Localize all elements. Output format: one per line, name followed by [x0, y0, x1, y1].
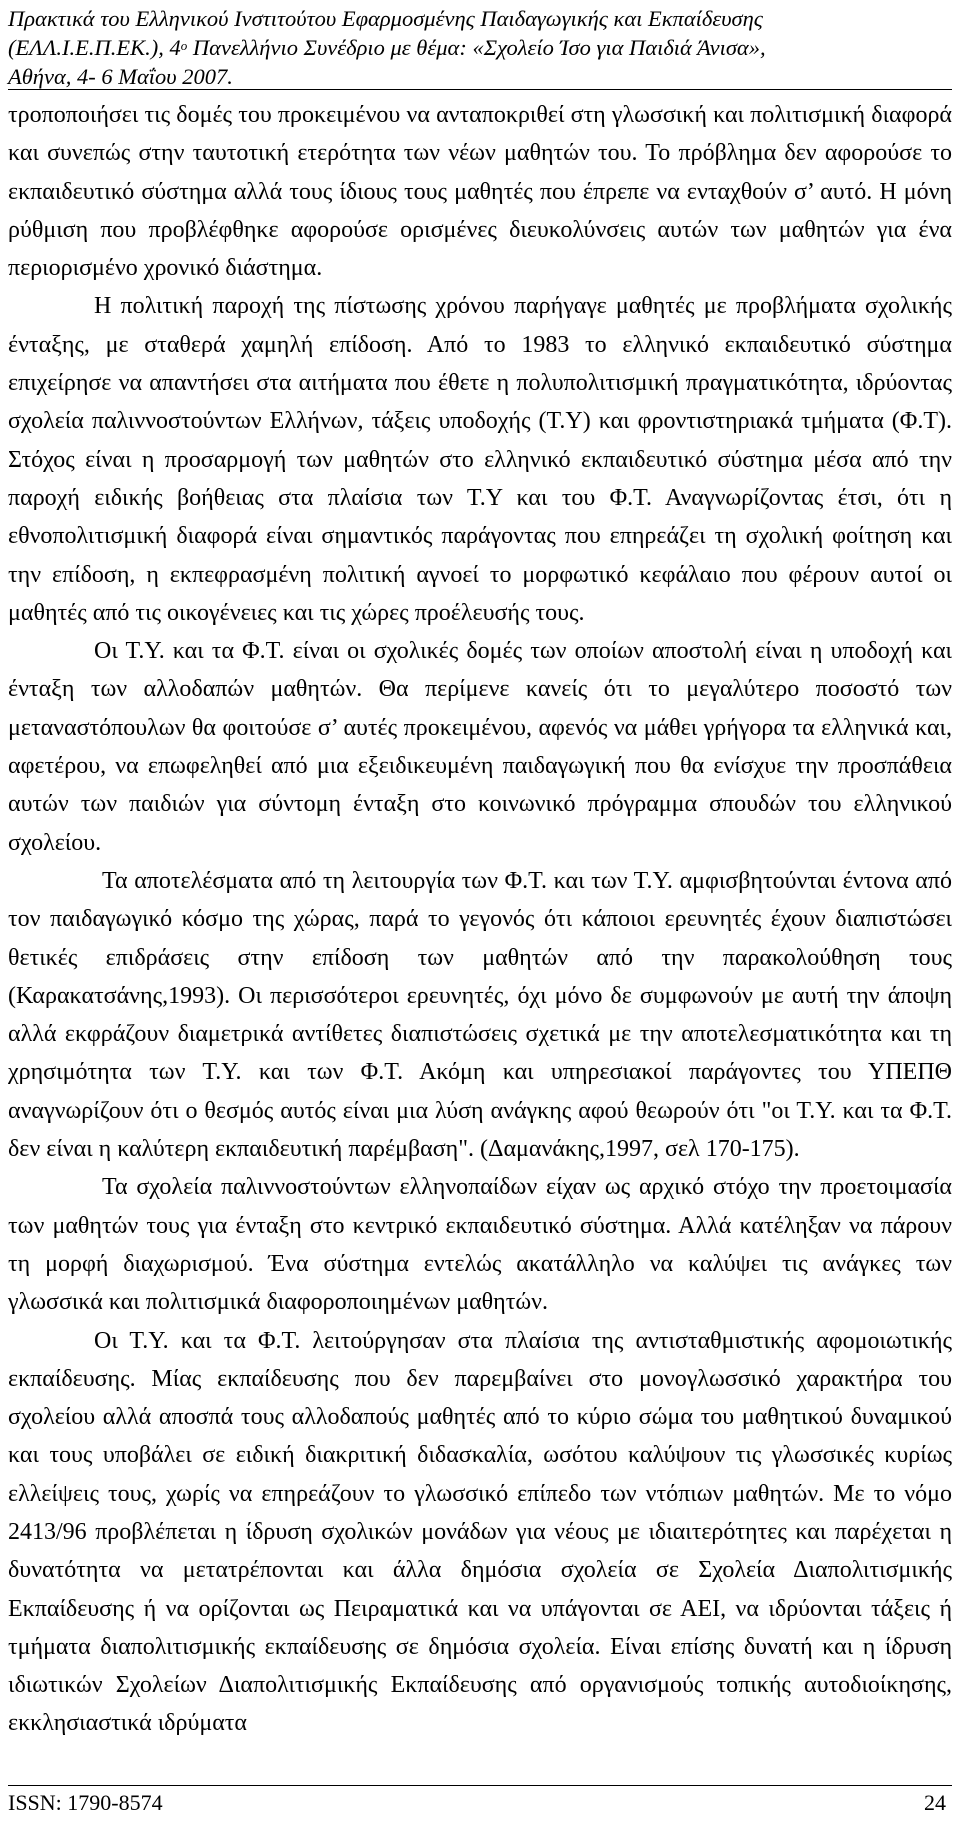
- paragraph-2: Η πολιτική παροχή της πίστωσης χρόνου παρήγαγε μαθητές με προβλήματα σχολικής ένταξης, με σταθερά χαμηλή επίδοση. Από το 1983 το ελληνικό εκπαιδευτικό σύστημα επιχείρησε να απαντήσει στα αιτήματα που έθετε η πολυπολιτισμική πραγματικότητα, ιδρύοντας σχολεία παλιννοστούντων Ελλήνων, τάξεις υποδοχής (Τ.Υ) και φροντιστηριακά τμήματα (Φ.Τ). Στόχος είναι η προσαρμογή των μαθητών στο ελληνικό εκπαιδευτικό σύστημα μέσα από την παροχή ειδικής βοήθειας στα πλαίσια των Τ.Υ και του Φ.Τ. Αναγνωρίζοντας έτσι, ότι η εθνοπολιτισμική διαφορά είναι σημαντικός παράγοντας που επηρεάζει τη σχολική φοίτηση και την επίδοση, η εκπεφρασμένη πολιτική αγνοεί το μορφωτικό κεφάλαιο που φέρουν αυτοί οι μαθητές από τις οικογένειες και τις χώρες προέλευσής τους.: [8, 293, 952, 626]
- paragraph-5: Τα σχολεία παλιννοστούντων ελληνοπαίδων είχαν ως αρχικό στόχο την προετοιμασία των μαθητών τους για ένταξη στο κεντρικό εκπαιδευτικό σύστημα. Αλλά κατέληξαν να πάρουν τη μορφή διαχωρισμού. Ένα σύστημα εντελώς ακατάλληλο να καλύψει τις ανάγκες των γλωσσικά και πολιτισμικά διαφοροποιημένων μαθητών.: [8, 1174, 952, 1316]
- header-line-3: Αθήνα, 4- 6 Μαΐου 2007.: [8, 64, 233, 89]
- body-text: [8, 96, 952, 1743]
- footer-divider: [8, 1785, 952, 1786]
- page-number: 24: [924, 1790, 946, 1815]
- running-header: [8, 4, 952, 91]
- header-ordinal-superscript: ο: [180, 38, 188, 53]
- paragraph-6: Οι Τ.Υ. και τα Φ.Τ. λειτούργησαν στα πλαίσια της αντισταθμιστικής αφομοιωτικής εκπαίδευσης. Μίας εκπαίδευσης που δεν παρεμβαίνει στο μονογλωσσικό χαρακτήρα του σχολείου αλλά αποσπά τους αλλοδαπούς μαθητές από το κύριο σώμα του μαθητικού δυναμικού και τους υποβάλει σε ειδική διακριτική διδασκαλία, ωσότου καλύψουν τις γλωσσικές κυρίως ελλείψεις τους, χωρίς να επηρεάζουν το γλωσσικό επίπεδο των ντόπιων μαθητών. Με το νόμο 2413/96 προβλέπεται η ίδρυση σχολικών μονάδων για νέους με ιδιαιτερότητες και παρέχεται η δυνατότητα να μετατρέπονται και άλλα δημόσια σχολεία σε Σχολεία Διαπολιτισμικής Εκπαίδευσης ή να ορίζονται ως Πειραματικά και να υπάγονται σε ΑΕΙ, να ιδρύονται τάξεις ή τμήματα διαπολιτισμικής εκπαίδευσης σε δημόσια σχολεία. Είναι επίσης δυνατή και η ίδρυση ιδιωτικών Σχολείων Διαπολιτισμικής Εκπαίδευσης από οργανισμούς τοπικής αυτοδιοίκησης, εκκλησιαστικά ιδρύματα: [8, 1327, 952, 1737]
- header-line-2-end: Πανελλήνιο Συνέδριο με θέμα: «Σχολείο Ίσο για Παιδιά Άνισα»,: [187, 35, 766, 60]
- header-divider: [8, 89, 952, 90]
- header-line-2-start: (ΕΛΛ.Ι.Ε.Π.ΕΚ.), 4: [8, 35, 181, 60]
- header-line-2: [8, 33, 952, 62]
- issn-label: ISSN: 1790-8574: [8, 1790, 163, 1815]
- header-line-1: Πρακτικά του Ελληνικού Ινστιτούτου Εφαρμοσμένης Παιδαγωγικής και Εκπαίδευσης: [8, 6, 763, 31]
- paragraph-3: Οι Τ.Υ. και τα Φ.Τ. είναι οι σχολικές δομές των οποίων αποστολή είναι η υποδοχή και ένταξη των αλλοδαπών μαθητών. Θα περίμενε κανείς ότι το μεγαλύτερο ποσοστό των μεταναστόπουλων θα φοιτούσε σ’ αυτές προκειμένου, αφενός να μάθει γρήγορα τα ελληνικά και, αφετέρου, να επωφεληθεί από μια εξειδικευμένη παιδαγωγική που θα ενίσχυε την προσπάθεια αυτών των παιδιών για σύντομη ένταξη στο κοινωνικό πρόγραμμα σπουδών του ελληνικού σχολείου.: [8, 638, 952, 856]
- paragraph-1: τροποποιήσει τις δομές του προκειμένου να ανταποκριθεί στη γλωσσική και πολιτισμική διαφορά και συνεπώς στην ταυτοτική ετερότητα των νέων μαθητών του. Το πρόβλημα δεν αφορούσε το εκπαιδευτικό σύστημα αλλά τους ίδιους τους μαθητές που έπρεπε να ενταχθούν σ’ αυτό. Η μόνη ρύθμιση που προβλέφθηκε αφορούσε ορισμένες διευκολύνσεις αυτών των μαθητών για ένα περιορισμένο χρονικό διάστημα.: [8, 102, 952, 282]
- paragraph-4: Τα αποτελέσματα από τη λειτουργία των Φ.Τ. και των Τ.Υ. αμφισβητούνται έντονα από τον παιδαγωγικό κόσμο της χώρας, παρά το γεγονός ότι κάποιοι ερευνητές έχουν διαπιστώσει θετικές επιδράσεις στην επίδοση των μαθητών από την παρακολούθηση τους (Καρακατσάνης,1993). Οι περισσότεροι ερευνητές, όχι μόνο δε συμφωνούν με αυτή την άποψη αλλά εκφράζουν διαμετρικά αντίθετες διαπιστώσεις σχετικά με την αποτελεσματικότητα και τη χρησιμότητα των Τ.Υ. και των Φ.Τ. Ακόμη και υπηρεσιακοί παράγοντες του ΥΠΕΠΘ αναγνωρίζουν ότι ο θεσμός αυτός είναι μια λύση ανάγκης αφού θεωρούν ότι "οι Τ.Υ. και τα Φ.Τ. δεν είναι η καλύτερη εκπαιδευτική παρέμβαση". (Δαμανάκης,1997, σελ 170-175).: [8, 867, 952, 1163]
